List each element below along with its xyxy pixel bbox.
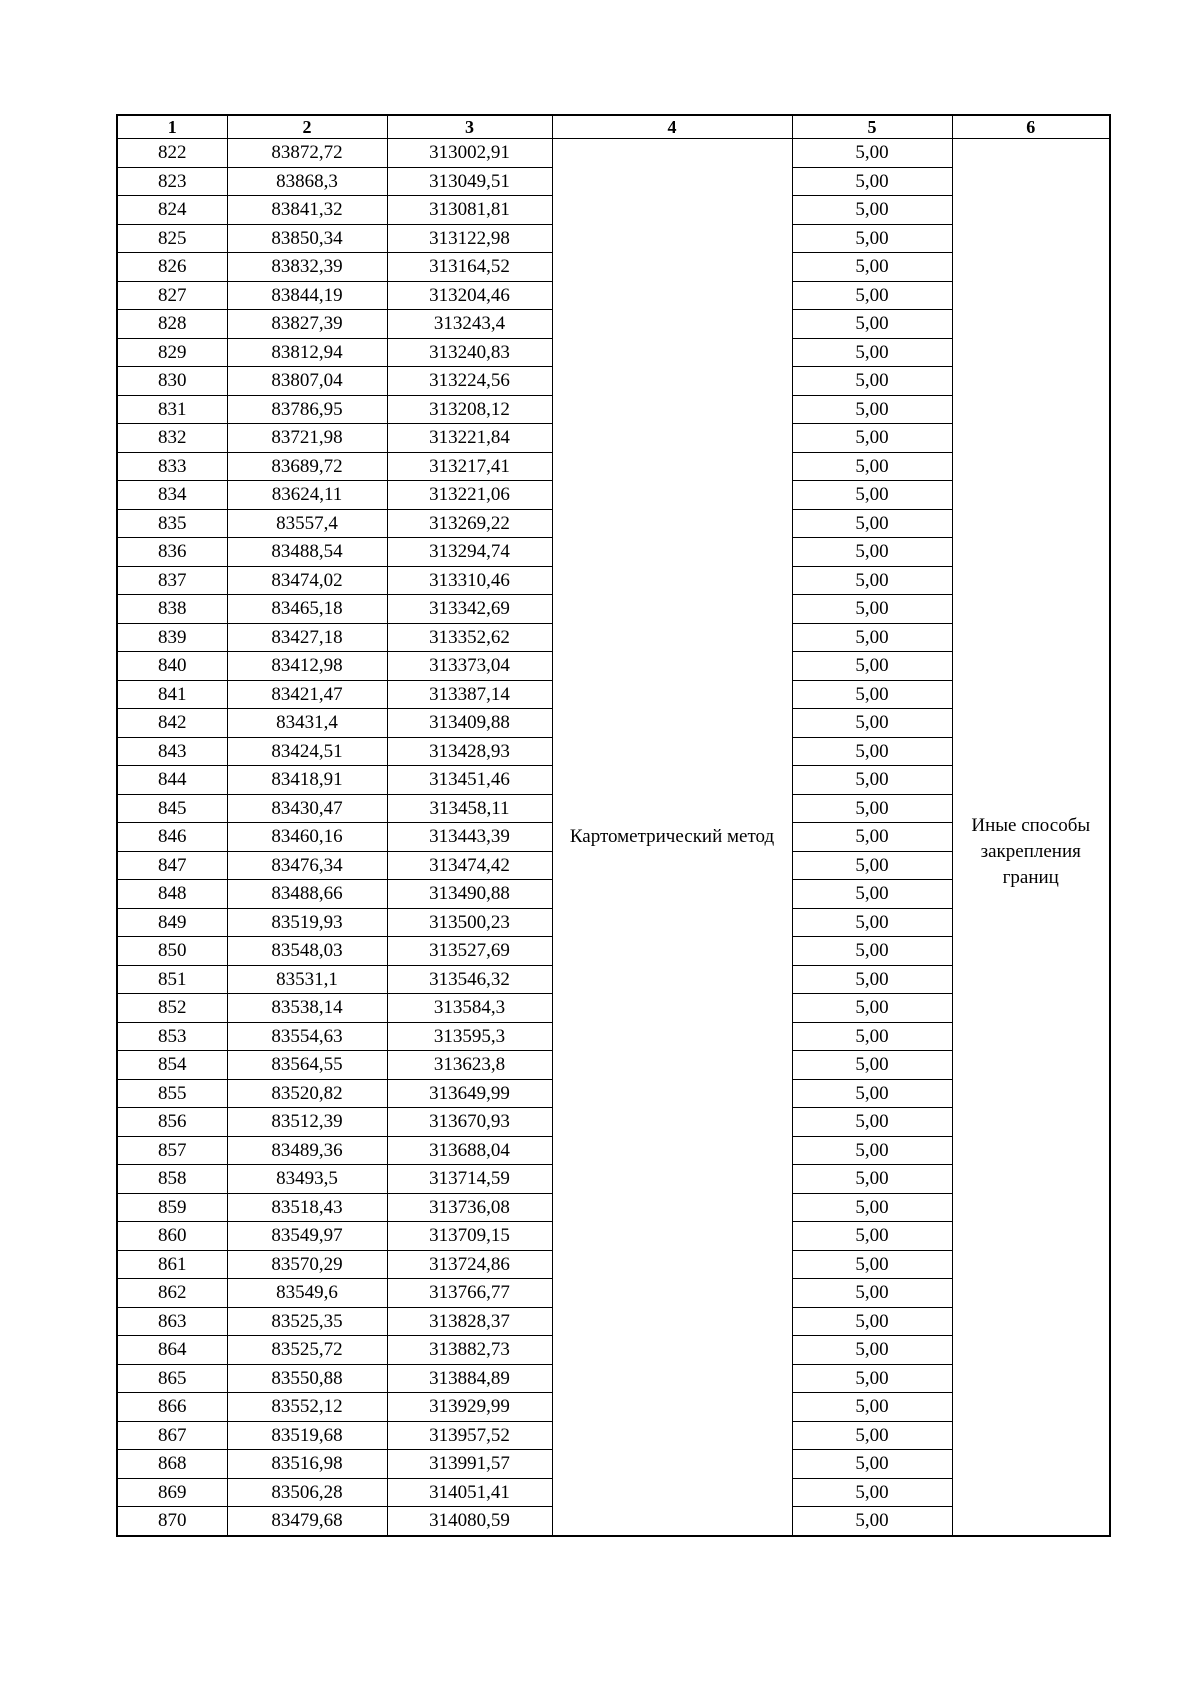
coordinate-x: 83418,91	[227, 766, 387, 795]
coordinate-x: 83476,34	[227, 851, 387, 880]
column-header-2: 2	[227, 115, 387, 139]
precision-value: 5,00	[792, 1165, 952, 1194]
coordinate-x: 83520,82	[227, 1079, 387, 1108]
point-number: 867	[117, 1421, 227, 1450]
coordinate-y: 313929,99	[387, 1393, 552, 1422]
point-number: 847	[117, 851, 227, 880]
point-number: 825	[117, 224, 227, 253]
header-row	[117, 115, 1110, 139]
precision-value: 5,00	[792, 452, 952, 481]
point-number: 869	[117, 1478, 227, 1507]
point-number: 850	[117, 937, 227, 966]
coordinate-y: 313490,88	[387, 880, 552, 909]
point-number: 857	[117, 1136, 227, 1165]
coordinate-x: 83474,02	[227, 566, 387, 595]
point-number: 830	[117, 367, 227, 396]
coordinate-y: 313164,52	[387, 253, 552, 282]
coordinate-x: 83868,3	[227, 167, 387, 196]
coordinate-x: 83525,35	[227, 1307, 387, 1336]
coordinate-y: 313310,46	[387, 566, 552, 595]
coordinate-x: 83489,36	[227, 1136, 387, 1165]
point-number: 865	[117, 1364, 227, 1393]
coordinate-y: 313957,52	[387, 1421, 552, 1450]
fixing-method-line: закрепления	[980, 840, 1081, 862]
coordinate-y: 313828,37	[387, 1307, 552, 1336]
point-number: 829	[117, 338, 227, 367]
coordinate-y: 313458,11	[387, 794, 552, 823]
coordinate-y: 313240,83	[387, 338, 552, 367]
fixing-method-cell	[952, 139, 1110, 1536]
coordinate-x: 83832,39	[227, 253, 387, 282]
point-number: 868	[117, 1450, 227, 1479]
table-body	[117, 139, 1110, 1536]
precision-value: 5,00	[792, 367, 952, 396]
coordinate-x: 83465,18	[227, 595, 387, 624]
coordinate-x: 83557,4	[227, 509, 387, 538]
coordinate-y: 313584,3	[387, 994, 552, 1023]
point-number: 863	[117, 1307, 227, 1336]
coordinate-x: 83493,5	[227, 1165, 387, 1194]
coordinate-x: 83872,72	[227, 139, 387, 168]
coordinate-y: 313623,8	[387, 1051, 552, 1080]
coordinate-x: 83512,39	[227, 1108, 387, 1137]
coordinate-y: 313002,91	[387, 139, 552, 168]
coordinate-y: 313882,73	[387, 1336, 552, 1365]
precision-value: 5,00	[792, 1421, 952, 1450]
point-number: 852	[117, 994, 227, 1023]
point-number: 844	[117, 766, 227, 795]
point-number: 835	[117, 509, 227, 538]
coordinate-x: 83518,43	[227, 1193, 387, 1222]
precision-value: 5,00	[792, 1364, 952, 1393]
point-number: 833	[117, 452, 227, 481]
point-number: 860	[117, 1222, 227, 1251]
precision-value: 5,00	[792, 1393, 952, 1422]
point-number: 832	[117, 424, 227, 453]
precision-value: 5,00	[792, 880, 952, 909]
precision-value: 5,00	[792, 1108, 952, 1137]
coordinate-x: 83516,98	[227, 1450, 387, 1479]
coordinate-x: 83421,47	[227, 680, 387, 709]
coordinate-y: 313724,86	[387, 1250, 552, 1279]
method-cell: Картометрический метод	[552, 139, 792, 1536]
coordinate-y: 313221,06	[387, 481, 552, 510]
coordinate-y: 313081,81	[387, 196, 552, 225]
precision-value: 5,00	[792, 965, 952, 994]
fixing-method-line: Иные способы	[971, 814, 1091, 836]
coordinate-x: 83538,14	[227, 994, 387, 1023]
coordinate-y: 313688,04	[387, 1136, 552, 1165]
precision-value: 5,00	[792, 1478, 952, 1507]
precision-value: 5,00	[792, 167, 952, 196]
coordinate-y: 313269,22	[387, 509, 552, 538]
point-number: 823	[117, 167, 227, 196]
coordinate-y: 313224,56	[387, 367, 552, 396]
coordinate-y: 313243,4	[387, 310, 552, 339]
coordinate-x: 83430,47	[227, 794, 387, 823]
coordinate-x: 83531,1	[227, 965, 387, 994]
point-number: 854	[117, 1051, 227, 1080]
coordinate-x: 83506,28	[227, 1478, 387, 1507]
coordinate-x: 83570,29	[227, 1250, 387, 1279]
coordinate-x: 83552,12	[227, 1393, 387, 1422]
point-number: 822	[117, 139, 227, 168]
precision-value: 5,00	[792, 709, 952, 738]
precision-value: 5,00	[792, 310, 952, 339]
point-number: 845	[117, 794, 227, 823]
point-number: 842	[117, 709, 227, 738]
precision-value: 5,00	[792, 1079, 952, 1108]
coordinate-y: 313443,39	[387, 823, 552, 852]
coordinate-y: 313387,14	[387, 680, 552, 709]
point-number: 858	[117, 1165, 227, 1194]
coordinate-y: 313527,69	[387, 937, 552, 966]
coordinate-x: 83479,68	[227, 1507, 387, 1536]
precision-value: 5,00	[792, 595, 952, 624]
coordinate-x: 83548,03	[227, 937, 387, 966]
precision-value: 5,00	[792, 1193, 952, 1222]
column-header-6: 6	[952, 115, 1110, 139]
precision-value: 5,00	[792, 424, 952, 453]
precision-value: 5,00	[792, 823, 952, 852]
coordinate-y: 313122,98	[387, 224, 552, 253]
point-number: 864	[117, 1336, 227, 1365]
precision-value: 5,00	[792, 1250, 952, 1279]
coordinate-y: 313204,46	[387, 281, 552, 310]
point-number: 840	[117, 652, 227, 681]
coordinate-x: 83427,18	[227, 623, 387, 652]
coordinate-y: 313991,57	[387, 1450, 552, 1479]
precision-value: 5,00	[792, 994, 952, 1023]
precision-value: 5,00	[792, 1507, 952, 1536]
coordinate-y: 313474,42	[387, 851, 552, 880]
coordinate-y: 313546,32	[387, 965, 552, 994]
coordinate-y: 313500,23	[387, 908, 552, 937]
precision-value: 5,00	[792, 224, 952, 253]
table-header	[117, 115, 1110, 139]
coordinate-x: 83488,66	[227, 880, 387, 909]
coordinate-y: 313342,69	[387, 595, 552, 624]
point-number: 853	[117, 1022, 227, 1051]
precision-value: 5,00	[792, 566, 952, 595]
coordinate-x: 83412,98	[227, 652, 387, 681]
coordinate-x: 83424,51	[227, 737, 387, 766]
precision-value: 5,00	[792, 851, 952, 880]
precision-value: 5,00	[792, 509, 952, 538]
coordinate-x: 83460,16	[227, 823, 387, 852]
point-number: 870	[117, 1507, 227, 1536]
coordinate-y: 313352,62	[387, 623, 552, 652]
coordinate-x: 83525,72	[227, 1336, 387, 1365]
fixing-method-line: границ	[1002, 866, 1059, 888]
precision-value: 5,00	[792, 281, 952, 310]
precision-value: 5,00	[792, 538, 952, 567]
point-number: 826	[117, 253, 227, 282]
precision-value: 5,00	[792, 1336, 952, 1365]
document-page	[116, 114, 1109, 1537]
coordinate-x: 83850,34	[227, 224, 387, 253]
precision-value: 5,00	[792, 481, 952, 510]
precision-value: 5,00	[792, 1279, 952, 1308]
precision-value: 5,00	[792, 1136, 952, 1165]
precision-value: 5,00	[792, 766, 952, 795]
precision-value: 5,00	[792, 253, 952, 282]
coordinate-y: 313714,59	[387, 1165, 552, 1194]
point-number: 828	[117, 310, 227, 339]
precision-value: 5,00	[792, 680, 952, 709]
column-header-4: 4	[552, 115, 792, 139]
coordinate-x: 83550,88	[227, 1364, 387, 1393]
precision-value: 5,00	[792, 139, 952, 168]
point-number: 862	[117, 1279, 227, 1308]
coordinate-y: 313736,08	[387, 1193, 552, 1222]
coordinate-x: 83841,32	[227, 196, 387, 225]
point-number: 848	[117, 880, 227, 909]
coordinate-y: 313208,12	[387, 395, 552, 424]
coordinate-x: 83812,94	[227, 338, 387, 367]
coordinate-y: 313766,77	[387, 1279, 552, 1308]
precision-value: 5,00	[792, 937, 952, 966]
coordinate-x: 83519,68	[227, 1421, 387, 1450]
coordinate-x: 83827,39	[227, 310, 387, 339]
point-number: 827	[117, 281, 227, 310]
coordinate-y: 314051,41	[387, 1478, 552, 1507]
column-header-5: 5	[792, 115, 952, 139]
coordinate-y: 313294,74	[387, 538, 552, 567]
point-number: 839	[117, 623, 227, 652]
table-row	[117, 139, 1110, 168]
precision-value: 5,00	[792, 1051, 952, 1080]
coordinate-y: 313884,89	[387, 1364, 552, 1393]
coordinate-y: 313595,3	[387, 1022, 552, 1051]
precision-value: 5,00	[792, 196, 952, 225]
precision-value: 5,00	[792, 794, 952, 823]
point-number: 866	[117, 1393, 227, 1422]
coordinate-y: 313428,93	[387, 737, 552, 766]
precision-value: 5,00	[792, 908, 952, 937]
coordinate-x: 83519,93	[227, 908, 387, 937]
column-header-1: 1	[117, 115, 227, 139]
coordinate-x: 83689,72	[227, 452, 387, 481]
precision-value: 5,00	[792, 338, 952, 367]
point-number: 849	[117, 908, 227, 937]
coordinate-y: 313709,15	[387, 1222, 552, 1251]
point-number: 861	[117, 1250, 227, 1279]
precision-value: 5,00	[792, 395, 952, 424]
coordinates-table	[116, 114, 1111, 1537]
point-number: 841	[117, 680, 227, 709]
coordinate-y: 313649,99	[387, 1079, 552, 1108]
point-number: 855	[117, 1079, 227, 1108]
precision-value: 5,00	[792, 652, 952, 681]
coordinate-x: 83549,97	[227, 1222, 387, 1251]
coordinate-x: 83549,6	[227, 1279, 387, 1308]
coordinate-x: 83554,63	[227, 1022, 387, 1051]
precision-value: 5,00	[792, 1222, 952, 1251]
point-number: 843	[117, 737, 227, 766]
coordinate-y: 313373,04	[387, 652, 552, 681]
coordinate-x: 83807,04	[227, 367, 387, 396]
precision-value: 5,00	[792, 1307, 952, 1336]
precision-value: 5,00	[792, 623, 952, 652]
point-number: 846	[117, 823, 227, 852]
precision-value: 5,00	[792, 737, 952, 766]
point-number: 834	[117, 481, 227, 510]
coordinate-y: 313049,51	[387, 167, 552, 196]
coordinate-y: 313217,41	[387, 452, 552, 481]
coordinate-x: 83844,19	[227, 281, 387, 310]
point-number: 856	[117, 1108, 227, 1137]
coordinate-y: 313451,46	[387, 766, 552, 795]
point-number: 851	[117, 965, 227, 994]
coordinate-x: 83488,54	[227, 538, 387, 567]
coordinate-x: 83624,11	[227, 481, 387, 510]
point-number: 859	[117, 1193, 227, 1222]
coordinate-y: 313409,88	[387, 709, 552, 738]
point-number: 824	[117, 196, 227, 225]
coordinate-x: 83431,4	[227, 709, 387, 738]
point-number: 831	[117, 395, 227, 424]
coordinate-y: 313221,84	[387, 424, 552, 453]
point-number: 837	[117, 566, 227, 595]
point-number: 836	[117, 538, 227, 567]
precision-value: 5,00	[792, 1022, 952, 1051]
point-number: 838	[117, 595, 227, 624]
coordinate-x: 83786,95	[227, 395, 387, 424]
coordinate-y: 313670,93	[387, 1108, 552, 1137]
coordinate-x: 83564,55	[227, 1051, 387, 1080]
coordinate-y: 314080,59	[387, 1507, 552, 1536]
coordinate-x: 83721,98	[227, 424, 387, 453]
precision-value: 5,00	[792, 1450, 952, 1479]
column-header-3: 3	[387, 115, 552, 139]
